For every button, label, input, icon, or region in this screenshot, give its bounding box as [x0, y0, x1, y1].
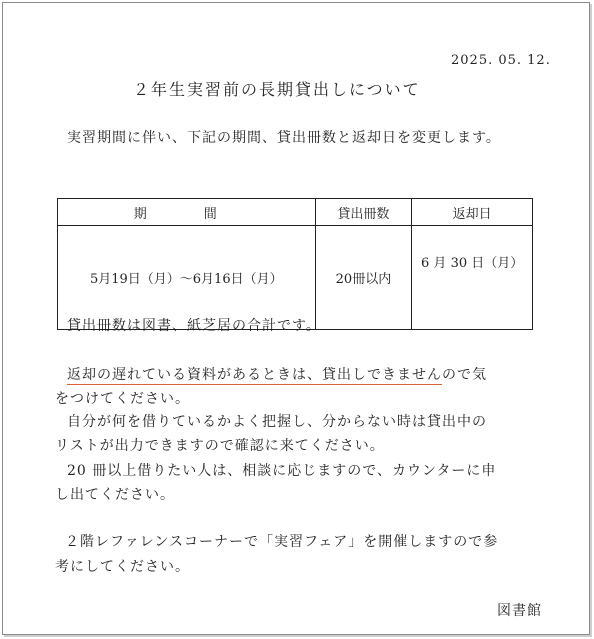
- table-header-row: [58, 199, 533, 226]
- para2-line1: 自分が何を借りているかよく把握し、分からない時は貸出中の: [67, 414, 487, 430]
- notice-date: 2025. 05. 12.: [451, 53, 551, 68]
- lead-text: 実習期間に伴い、下記の期間、貸出冊数と返却日を変更します。: [67, 130, 501, 146]
- signature: 図書館: [497, 603, 542, 619]
- cell-period: 5月19日（月）～6月16日（月）: [58, 226, 316, 330]
- header-count: 貸出冊数: [315, 199, 412, 226]
- para3-line1: 20 冊以上借りたい人は、相談に応じますので、カウンターに申: [67, 463, 497, 479]
- notice-title: ２年生実習前の長期貸出しについて: [133, 80, 421, 99]
- header-return: 返却日: [412, 199, 533, 226]
- para1-rest: ので気: [442, 367, 487, 383]
- notice-page: [2, 2, 590, 635]
- cell-count: 20冊以内: [315, 226, 412, 330]
- para4-line2: 考にしてください。: [55, 559, 190, 575]
- table-row: [58, 226, 533, 330]
- note-text: 貸出冊数は図書、紙芝居の合計です。: [67, 318, 321, 334]
- para1-line2: をつけてください。: [55, 391, 190, 407]
- cell-return: 6 月 30 日（月）: [412, 226, 533, 330]
- para1-line1: [67, 364, 487, 384]
- header-period: 期 間: [58, 199, 316, 226]
- loan-table: [57, 198, 533, 330]
- underlined-warning: 返却の遅れている資料があるときは、貸出しできません: [67, 367, 442, 383]
- para2-line2: リストが出力できますので確認に来てください。: [55, 438, 385, 454]
- para3-line2: し出てください。: [55, 487, 175, 503]
- para4-line1: ２階レファレンスコーナーで「実習フェア」を開催しますので参: [65, 534, 499, 550]
